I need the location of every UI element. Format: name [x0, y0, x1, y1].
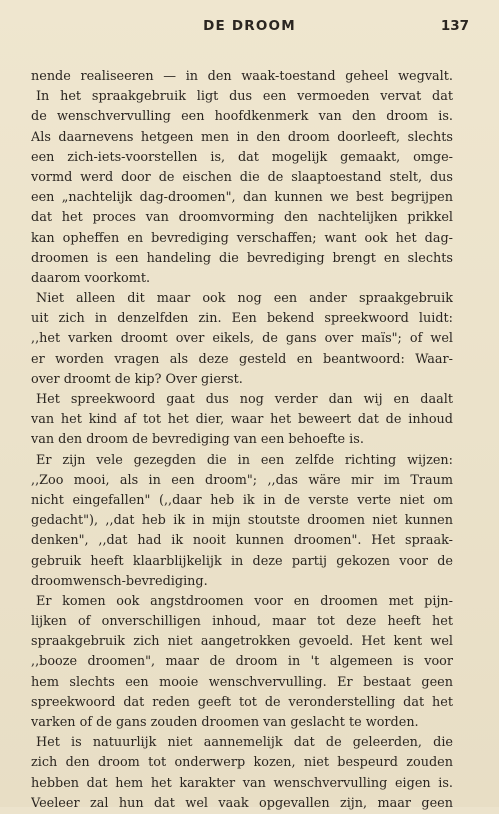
page-header: [30, 18, 469, 40]
text-line: Niet alleen dit maar ook nog een ander spraakgebruik: [36, 291, 453, 307]
text-line: de wenschvervulling een hoofdkenmerk van den droom is.: [31, 109, 453, 125]
text-line: nicht eingefallen" (,,daar heb ik in de verste verte niet om: [31, 492, 453, 508]
page-number: 137: [440, 18, 469, 34]
text-line: van den droom de bevrediging van een behoefte is.: [31, 432, 364, 448]
text-line: ,,Zoo mooi, als in een droom"; ,,das wäre mir im Traum: [31, 472, 453, 488]
text-line: zich den droom tot onderwerp kozen, niet bespeurd zouden: [31, 755, 453, 771]
text-line: denken", ,,dat had ik nooit kunnen droomen". Het spraak-: [31, 533, 453, 549]
text-line: uit zich in denzelfden zin. Een bekend spreekwoord luidt:: [31, 311, 453, 327]
text-line: ,,het varken droomt over eikels, de gans over maïs"; of wel: [31, 331, 453, 347]
text-line: hem slechts een mooie wenschvervulling. Er bestaat geen: [31, 674, 453, 690]
text-line: droomen is een handeling die bevrediging brengt en slechts: [31, 250, 453, 266]
text-line: Er zijn vele gezegden die in een zelfde richting wijzen:: [36, 452, 453, 468]
text-line: lijken of onverschilligen inhoud, maar tot deze heeft het: [31, 614, 453, 630]
text-line: nende realiseeren — in den waak-toestand geheel wegvalt.: [31, 69, 453, 84]
body-text: [31, 67, 453, 814]
text-line: hebben dat hem het karakter van wenschvervulling eigen is.: [31, 775, 453, 791]
text-line: In het spraakgebruik ligt dus een vermoeden vervat dat: [36, 89, 453, 105]
text-line: er worden vragen als deze gesteld en beantwoord: Waar-: [31, 351, 453, 367]
text-line: vormd werd door de eischen die de slaaptoestand stelt, dus: [31, 169, 453, 185]
text-line: daarom voorkomt.: [31, 270, 151, 286]
running-title: DE DROOM: [203, 18, 296, 34]
text-line: kan opheffen en bevrediging verschaffen; want ook het dag-: [31, 230, 453, 246]
text-line: spreekwoord dat reden geeft tot de veronderstelling dat het: [31, 694, 453, 710]
text-line: Het is natuurlijk niet aannemelijk dat de geleerden, die: [36, 735, 453, 751]
text-line: een „nachtelijk dag-droomen", dan kunnen we best begrijpen: [31, 190, 453, 206]
text-line: Er komen ook angstdroomen voor en droomen met pijn-: [36, 593, 453, 609]
text-line: gebruik heeft klaarblijkelijk in deze partij gekozen voor de: [31, 553, 453, 569]
text-line: Als daarnevens hetgeen men in den droom doorleeft, slechts: [31, 129, 453, 145]
text-line: ,,booze droomen", maar de droom in 't algemeen is voor: [31, 654, 453, 670]
text-line: spraakgebruik zich niet aangetrokken gevoeld. Het kent wel: [31, 634, 453, 650]
text-line: een zich-iets-voorstellen is, dat mogelijk gemaakt, omge-: [31, 149, 453, 165]
text-line: varken of de gans zouden droomen van geslacht te worden.: [31, 715, 419, 730]
text-line: dat het proces van droomvorming den nachtelijken prikkel: [31, 210, 453, 226]
text-line: gedacht"), ,,dat heb ik in mijn stoutste droomen niet kunnen: [31, 513, 453, 529]
text-line: over droomt de kip? Over gierst.: [31, 371, 243, 387]
text-line: Veeleer zal hun dat wel vaak opgevallen zijn, maar geen: [31, 795, 453, 811]
text-line: Het spreekwoord gaat dus nog verder dan wij en daalt: [36, 392, 453, 407]
text-line: droomwensch-bevrediging.: [31, 573, 208, 589]
text-line: van het kind af tot het dier, waar het beweert dat de inhoud: [31, 412, 453, 428]
